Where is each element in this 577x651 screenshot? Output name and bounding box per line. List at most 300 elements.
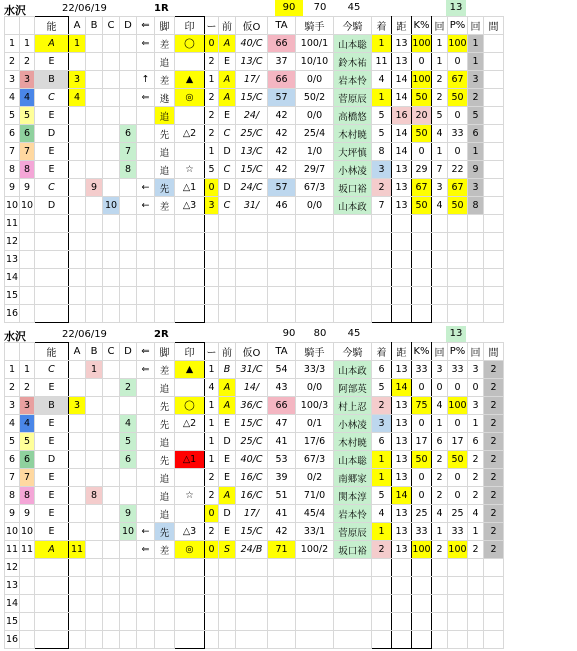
cell-k-count[interactable]: 0 bbox=[432, 379, 448, 397]
cell-dist[interactable] bbox=[392, 631, 412, 649]
cell-col-b[interactable] bbox=[86, 107, 103, 125]
cell-dist[interactable] bbox=[392, 269, 412, 287]
cell-arrow[interactable]: ← bbox=[137, 179, 155, 197]
cell-ability[interactable]: B bbox=[35, 71, 69, 89]
cell-p-count[interactable]: 3 bbox=[468, 361, 484, 379]
cell-col-a[interactable] bbox=[69, 197, 86, 215]
cell-jockey-rate[interactable]: 100/3 bbox=[296, 397, 334, 415]
cell-jockey-rate[interactable]: 0/0 bbox=[296, 379, 334, 397]
cell-mark[interactable]: △2 bbox=[175, 125, 205, 143]
cell-col-b[interactable]: 9 bbox=[86, 179, 103, 197]
cell-karo[interactable] bbox=[236, 631, 268, 649]
cell-k-count[interactable]: 7 bbox=[432, 161, 448, 179]
cell-dist[interactable] bbox=[392, 251, 412, 269]
cell-karo[interactable]: 24/B bbox=[236, 541, 268, 559]
cell-ability[interactable]: E bbox=[35, 433, 69, 451]
cell-row-no[interactable]: 2 bbox=[5, 53, 20, 71]
cell-style[interactable]: 追 bbox=[155, 505, 175, 523]
cell-style[interactable]: 追 bbox=[155, 469, 175, 487]
cell-prev[interactable]: C bbox=[219, 125, 236, 143]
cell-col-d[interactable]: 10 bbox=[120, 523, 137, 541]
cell-k-pct[interactable]: 0 bbox=[412, 53, 432, 71]
cell-ta[interactable] bbox=[268, 559, 296, 577]
cell-interval[interactable] bbox=[484, 215, 504, 233]
cell-prev[interactable]: A bbox=[219, 89, 236, 107]
cell-interval[interactable] bbox=[484, 269, 504, 287]
cell-k-pct[interactable] bbox=[412, 251, 432, 269]
cell-dash[interactable]: 2 bbox=[205, 487, 219, 505]
cell-jockey[interactable]: 菅原辰 bbox=[334, 523, 372, 541]
cell-interval[interactable] bbox=[484, 125, 504, 143]
cell-jockey[interactable] bbox=[334, 305, 372, 323]
cell-jockey[interactable] bbox=[334, 269, 372, 287]
cell-k-count[interactable] bbox=[432, 559, 448, 577]
cell-p-count[interactable] bbox=[468, 613, 484, 631]
cell-ability[interactable]: D bbox=[35, 451, 69, 469]
cell-arrow[interactable] bbox=[137, 305, 155, 323]
cell-col-a[interactable] bbox=[69, 53, 86, 71]
cell-arrow[interactable]: ⇐ bbox=[137, 89, 155, 107]
cell-interval[interactable] bbox=[484, 89, 504, 107]
cell-jockey-rate[interactable]: 67/3 bbox=[296, 179, 334, 197]
cell-finish[interactable] bbox=[372, 559, 392, 577]
cell-gate[interactable]: 7 bbox=[20, 143, 35, 161]
cell-col-d[interactable] bbox=[120, 71, 137, 89]
cell-prev[interactable]: D bbox=[219, 143, 236, 161]
cell-dist[interactable]: 13 bbox=[392, 469, 412, 487]
cell-p-count[interactable]: 2 bbox=[468, 89, 484, 107]
cell-mark[interactable] bbox=[175, 233, 205, 251]
cell-jockey-rate[interactable]: 33/1 bbox=[296, 523, 334, 541]
cell-mark[interactable] bbox=[175, 53, 205, 71]
cell-gate[interactable] bbox=[20, 233, 35, 251]
cell-p-pct[interactable] bbox=[448, 577, 468, 595]
cell-col-c[interactable] bbox=[103, 89, 120, 107]
cell-ta[interactable] bbox=[268, 269, 296, 287]
cell-ta[interactable]: 37 bbox=[268, 53, 296, 71]
cell-gate[interactable] bbox=[20, 613, 35, 631]
cell-k-pct[interactable] bbox=[412, 305, 432, 323]
cell-finish[interactable] bbox=[372, 233, 392, 251]
cell-mark[interactable]: ◎ bbox=[175, 89, 205, 107]
cell-dist[interactable] bbox=[392, 577, 412, 595]
cell-dist[interactable] bbox=[392, 233, 412, 251]
cell-col-a[interactable] bbox=[69, 233, 86, 251]
cell-ta[interactable] bbox=[268, 577, 296, 595]
cell-interval[interactable] bbox=[484, 53, 504, 71]
cell-k-count[interactable] bbox=[432, 233, 448, 251]
cell-arrow[interactable]: ⇐ bbox=[137, 35, 155, 53]
cell-jockey[interactable] bbox=[334, 577, 372, 595]
cell-mark[interactable] bbox=[175, 269, 205, 287]
cell-finish[interactable] bbox=[372, 577, 392, 595]
cell-dash[interactable]: 4 bbox=[205, 379, 219, 397]
cell-dash[interactable]: 1 bbox=[205, 143, 219, 161]
cell-col-a[interactable] bbox=[69, 269, 86, 287]
cell-mark[interactable]: △3 bbox=[175, 523, 205, 541]
cell-jockey[interactable]: 南郷家 bbox=[334, 469, 372, 487]
cell-karo[interactable]: 24/C bbox=[236, 179, 268, 197]
cell-gate[interactable]: 8 bbox=[20, 487, 35, 505]
cell-prev[interactable] bbox=[219, 251, 236, 269]
cell-arrow[interactable] bbox=[137, 397, 155, 415]
cell-ta[interactable]: 71 bbox=[268, 541, 296, 559]
cell-gate[interactable]: 9 bbox=[20, 179, 35, 197]
cell-prev[interactable]: A bbox=[219, 71, 236, 89]
cell-k-count[interactable]: 2 bbox=[432, 71, 448, 89]
cell-p-count[interactable] bbox=[468, 577, 484, 595]
cell-dash[interactable]: 2 bbox=[205, 469, 219, 487]
cell-arrow[interactable] bbox=[137, 595, 155, 613]
cell-finish[interactable]: 2 bbox=[372, 397, 392, 415]
cell-col-c[interactable] bbox=[103, 505, 120, 523]
cell-ability[interactable]: E bbox=[35, 469, 69, 487]
cell-jockey[interactable] bbox=[334, 613, 372, 631]
cell-dist[interactable] bbox=[392, 305, 412, 323]
cell-p-pct[interactable]: 100 bbox=[448, 541, 468, 559]
cell-mark[interactable] bbox=[175, 107, 205, 125]
cell-row-no[interactable]: 8 bbox=[5, 487, 20, 505]
cell-style[interactable] bbox=[155, 559, 175, 577]
cell-dash[interactable]: 2 bbox=[205, 53, 219, 71]
cell-col-c[interactable] bbox=[103, 613, 120, 631]
cell-jockey[interactable]: 小林凌 bbox=[334, 161, 372, 179]
cell-style[interactable]: 差 bbox=[155, 35, 175, 53]
cell-jockey-rate[interactable] bbox=[296, 233, 334, 251]
cell-prev[interactable]: E bbox=[219, 469, 236, 487]
cell-jockey-rate[interactable] bbox=[296, 287, 334, 305]
cell-p-pct[interactable] bbox=[448, 305, 468, 323]
cell-ability[interactable] bbox=[35, 269, 69, 287]
cell-p-count[interactable] bbox=[468, 595, 484, 613]
cell-col-b[interactable] bbox=[86, 415, 103, 433]
cell-prev[interactable] bbox=[219, 215, 236, 233]
cell-jockey-rate[interactable]: 10/10 bbox=[296, 53, 334, 71]
cell-gate[interactable] bbox=[20, 631, 35, 649]
cell-jockey-rate[interactable]: 0/0 bbox=[296, 107, 334, 125]
cell-karo[interactable]: 24/ bbox=[236, 107, 268, 125]
cell-interval[interactable]: 2 bbox=[484, 433, 504, 451]
cell-mark[interactable] bbox=[175, 577, 205, 595]
cell-style[interactable] bbox=[155, 251, 175, 269]
cell-gate[interactable]: 4 bbox=[20, 415, 35, 433]
cell-dash[interactable] bbox=[205, 595, 219, 613]
cell-interval[interactable] bbox=[484, 613, 504, 631]
cell-k-pct[interactable] bbox=[412, 233, 432, 251]
cell-col-b[interactable]: 1 bbox=[86, 361, 103, 379]
cell-style[interactable]: 先 bbox=[155, 451, 175, 469]
cell-ability[interactable] bbox=[35, 305, 69, 323]
cell-row-no[interactable]: 11 bbox=[5, 215, 20, 233]
cell-finish[interactable]: 1 bbox=[372, 451, 392, 469]
cell-karo[interactable] bbox=[236, 559, 268, 577]
cell-dash[interactable] bbox=[205, 215, 219, 233]
cell-col-a[interactable]: 3 bbox=[69, 71, 86, 89]
cell-jockey[interactable]: 岩本怜 bbox=[334, 71, 372, 89]
cell-ability[interactable]: D bbox=[35, 197, 69, 215]
cell-jockey-rate[interactable]: 25/4 bbox=[296, 125, 334, 143]
cell-karo[interactable]: 13/C bbox=[236, 53, 268, 71]
cell-jockey[interactable]: 木村暁 bbox=[334, 433, 372, 451]
cell-dist[interactable] bbox=[392, 215, 412, 233]
cell-karo[interactable]: 16/C bbox=[236, 469, 268, 487]
cell-ta[interactable]: 42 bbox=[268, 523, 296, 541]
cell-arrow[interactable] bbox=[137, 53, 155, 71]
cell-p-pct[interactable]: 0 bbox=[448, 487, 468, 505]
cell-col-d[interactable] bbox=[120, 541, 137, 559]
cell-p-pct[interactable] bbox=[448, 251, 468, 269]
cell-karo[interactable]: 15/C bbox=[236, 415, 268, 433]
cell-dist[interactable]: 13 bbox=[392, 179, 412, 197]
cell-p-count[interactable]: 9 bbox=[468, 161, 484, 179]
cell-row-no[interactable]: 9 bbox=[5, 179, 20, 197]
cell-dist[interactable]: 13 bbox=[392, 541, 412, 559]
cell-p-count[interactable]: 3 bbox=[468, 397, 484, 415]
cell-col-c[interactable]: 10 bbox=[103, 197, 120, 215]
cell-p-count[interactable] bbox=[468, 559, 484, 577]
cell-col-d[interactable]: 7 bbox=[120, 143, 137, 161]
cell-ta[interactable] bbox=[268, 631, 296, 649]
cell-interval[interactable] bbox=[484, 35, 504, 53]
cell-prev[interactable] bbox=[219, 577, 236, 595]
cell-dist[interactable]: 13 bbox=[392, 505, 412, 523]
cell-p-pct[interactable]: 33 bbox=[448, 523, 468, 541]
cell-ta[interactable]: 66 bbox=[268, 71, 296, 89]
cell-arrow[interactable] bbox=[137, 215, 155, 233]
cell-dist[interactable]: 14 bbox=[392, 379, 412, 397]
cell-jockey[interactable]: 阿部英 bbox=[334, 379, 372, 397]
cell-col-a[interactable] bbox=[69, 143, 86, 161]
cell-dist[interactable]: 14 bbox=[392, 89, 412, 107]
cell-p-pct[interactable]: 0 bbox=[448, 415, 468, 433]
cell-k-pct[interactable] bbox=[412, 287, 432, 305]
cell-interval[interactable] bbox=[484, 197, 504, 215]
cell-gate[interactable]: 10 bbox=[20, 197, 35, 215]
cell-finish[interactable]: 5 bbox=[372, 107, 392, 125]
cell-interval[interactable] bbox=[484, 71, 504, 89]
cell-jockey[interactable]: 木村暁 bbox=[334, 125, 372, 143]
cell-p-pct[interactable]: 50 bbox=[448, 197, 468, 215]
cell-col-a[interactable] bbox=[69, 523, 86, 541]
cell-dist[interactable]: 13 bbox=[392, 161, 412, 179]
cell-col-d[interactable] bbox=[120, 469, 137, 487]
cell-ta[interactable]: 54 bbox=[268, 361, 296, 379]
cell-karo[interactable] bbox=[236, 305, 268, 323]
cell-dash[interactable]: 2 bbox=[205, 523, 219, 541]
cell-jockey-rate[interactable] bbox=[296, 577, 334, 595]
cell-jockey-rate[interactable]: 67/3 bbox=[296, 451, 334, 469]
cell-col-c[interactable] bbox=[103, 451, 120, 469]
cell-col-c[interactable] bbox=[103, 361, 120, 379]
cell-ta[interactable]: 57 bbox=[268, 179, 296, 197]
cell-dash[interactable]: 0 bbox=[205, 505, 219, 523]
cell-p-pct[interactable] bbox=[448, 559, 468, 577]
cell-dash[interactable]: 0 bbox=[205, 179, 219, 197]
cell-col-b[interactable] bbox=[86, 215, 103, 233]
cell-ta[interactable]: 41 bbox=[268, 433, 296, 451]
cell-gate[interactable] bbox=[20, 269, 35, 287]
cell-col-a[interactable] bbox=[69, 505, 86, 523]
cell-row-no[interactable]: 5 bbox=[5, 107, 20, 125]
cell-ability[interactable] bbox=[35, 251, 69, 269]
cell-k-count[interactable]: 3 bbox=[432, 179, 448, 197]
cell-jockey[interactable] bbox=[334, 559, 372, 577]
cell-interval[interactable] bbox=[484, 251, 504, 269]
cell-col-b[interactable] bbox=[86, 469, 103, 487]
cell-style[interactable] bbox=[155, 613, 175, 631]
cell-dash[interactable]: 1 bbox=[205, 361, 219, 379]
cell-k-pct[interactable] bbox=[412, 215, 432, 233]
cell-arrow[interactable]: ↑ bbox=[137, 71, 155, 89]
cell-finish[interactable]: 4 bbox=[372, 505, 392, 523]
cell-style[interactable]: 先 bbox=[155, 415, 175, 433]
cell-ta[interactable] bbox=[268, 251, 296, 269]
cell-karo[interactable]: 13/C bbox=[236, 143, 268, 161]
cell-p-pct[interactable]: 100 bbox=[448, 35, 468, 53]
cell-jockey-rate[interactable] bbox=[296, 631, 334, 649]
cell-p-pct[interactable] bbox=[448, 233, 468, 251]
cell-ta[interactable]: 39 bbox=[268, 469, 296, 487]
cell-dash[interactable] bbox=[205, 269, 219, 287]
cell-finish[interactable]: 1 bbox=[372, 89, 392, 107]
cell-prev[interactable]: E bbox=[219, 523, 236, 541]
cell-col-a[interactable]: 3 bbox=[69, 397, 86, 415]
cell-style[interactable]: 追 bbox=[155, 161, 175, 179]
cell-ability[interactable]: C bbox=[35, 179, 69, 197]
cell-arrow[interactable] bbox=[137, 451, 155, 469]
cell-mark[interactable]: △2 bbox=[175, 415, 205, 433]
cell-row-no[interactable]: 10 bbox=[5, 197, 20, 215]
cell-jockey-rate[interactable] bbox=[296, 559, 334, 577]
cell-col-d[interactable] bbox=[120, 361, 137, 379]
cell-gate[interactable] bbox=[20, 559, 35, 577]
cell-col-b[interactable] bbox=[86, 233, 103, 251]
cell-ta[interactable]: 42 bbox=[268, 161, 296, 179]
cell-p-pct[interactable]: 33 bbox=[448, 361, 468, 379]
cell-col-b[interactable] bbox=[86, 397, 103, 415]
cell-row-no[interactable]: 5 bbox=[5, 433, 20, 451]
cell-ta[interactable]: 43 bbox=[268, 379, 296, 397]
cell-style[interactable]: 先 bbox=[155, 125, 175, 143]
cell-col-a[interactable] bbox=[69, 433, 86, 451]
cell-k-count[interactable] bbox=[432, 613, 448, 631]
cell-mark[interactable]: ◯ bbox=[175, 397, 205, 415]
cell-arrow[interactable] bbox=[137, 143, 155, 161]
cell-col-d[interactable]: 9 bbox=[120, 505, 137, 523]
cell-jockey[interactable]: 山本聡 bbox=[334, 451, 372, 469]
cell-col-c[interactable] bbox=[103, 179, 120, 197]
cell-k-pct[interactable]: 0 bbox=[412, 143, 432, 161]
cell-p-count[interactable]: 3 bbox=[468, 179, 484, 197]
cell-style[interactable]: 先 bbox=[155, 179, 175, 197]
cell-p-pct[interactable]: 0 bbox=[448, 53, 468, 71]
cell-mark[interactable]: ☆ bbox=[175, 487, 205, 505]
cell-karo[interactable]: 25/C bbox=[236, 433, 268, 451]
cell-p-pct[interactable] bbox=[448, 215, 468, 233]
cell-p-count[interactable]: 6 bbox=[468, 125, 484, 143]
cell-ta[interactable] bbox=[268, 287, 296, 305]
cell-col-c[interactable] bbox=[103, 469, 120, 487]
cell-prev[interactable]: E bbox=[219, 415, 236, 433]
cell-p-count[interactable]: 1 bbox=[468, 35, 484, 53]
cell-gate[interactable]: 2 bbox=[20, 379, 35, 397]
cell-ability[interactable] bbox=[35, 287, 69, 305]
cell-karo[interactable]: 31/C bbox=[236, 361, 268, 379]
cell-col-b[interactable] bbox=[86, 595, 103, 613]
cell-col-b[interactable] bbox=[86, 631, 103, 649]
cell-prev[interactable]: E bbox=[219, 107, 236, 125]
cell-style[interactable] bbox=[155, 215, 175, 233]
cell-ability[interactable] bbox=[35, 631, 69, 649]
cell-arrow[interactable]: ← bbox=[137, 523, 155, 541]
cell-interval[interactable] bbox=[484, 233, 504, 251]
cell-arrow[interactable] bbox=[137, 559, 155, 577]
cell-col-c[interactable] bbox=[103, 251, 120, 269]
cell-k-pct[interactable]: 29 bbox=[412, 161, 432, 179]
cell-prev[interactable]: D bbox=[219, 179, 236, 197]
cell-col-b[interactable] bbox=[86, 161, 103, 179]
cell-jockey-rate[interactable]: 0/0 bbox=[296, 71, 334, 89]
cell-p-pct[interactable]: 67 bbox=[448, 179, 468, 197]
cell-karo[interactable] bbox=[236, 233, 268, 251]
cell-dist[interactable] bbox=[392, 287, 412, 305]
cell-p-count[interactable]: 2 bbox=[468, 451, 484, 469]
cell-mark[interactable] bbox=[175, 559, 205, 577]
cell-style[interactable]: 追 bbox=[155, 53, 175, 71]
cell-k-count[interactable]: 2 bbox=[432, 541, 448, 559]
cell-col-d[interactable] bbox=[120, 179, 137, 197]
cell-gate[interactable] bbox=[20, 215, 35, 233]
cell-gate[interactable] bbox=[20, 251, 35, 269]
cell-k-count[interactable]: 6 bbox=[432, 433, 448, 451]
cell-ta[interactable]: 53 bbox=[268, 451, 296, 469]
cell-p-count[interactable]: 8 bbox=[468, 197, 484, 215]
cell-gate[interactable]: 8 bbox=[20, 161, 35, 179]
cell-col-c[interactable] bbox=[103, 541, 120, 559]
cell-p-count[interactable]: 1 bbox=[468, 523, 484, 541]
cell-mark[interactable]: ▲ bbox=[175, 361, 205, 379]
cell-col-c[interactable] bbox=[103, 379, 120, 397]
cell-k-count[interactable]: 4 bbox=[432, 197, 448, 215]
cell-k-pct[interactable]: 0 bbox=[412, 487, 432, 505]
cell-row-no[interactable]: 13 bbox=[5, 577, 20, 595]
cell-arrow[interactable] bbox=[137, 379, 155, 397]
cell-k-count[interactable] bbox=[432, 215, 448, 233]
cell-finish[interactable]: 1 bbox=[372, 469, 392, 487]
cell-col-c[interactable] bbox=[103, 287, 120, 305]
cell-p-count[interactable]: 2 bbox=[468, 541, 484, 559]
cell-row-no[interactable]: 6 bbox=[5, 125, 20, 143]
cell-style[interactable]: 追 bbox=[155, 487, 175, 505]
cell-jockey[interactable]: 坂口裕 bbox=[334, 179, 372, 197]
cell-p-count[interactable]: 5 bbox=[468, 107, 484, 125]
cell-interval[interactable] bbox=[484, 305, 504, 323]
cell-finish[interactable] bbox=[372, 305, 392, 323]
cell-jockey-rate[interactable] bbox=[296, 305, 334, 323]
cell-col-d[interactable] bbox=[120, 559, 137, 577]
cell-k-count[interactable]: 1 bbox=[432, 523, 448, 541]
cell-gate[interactable]: 11 bbox=[20, 541, 35, 559]
cell-p-count[interactable]: 1 bbox=[468, 143, 484, 161]
cell-k-pct[interactable] bbox=[412, 631, 432, 649]
cell-col-c[interactable] bbox=[103, 523, 120, 541]
cell-ta[interactable]: 41 bbox=[268, 505, 296, 523]
cell-ability[interactable]: A bbox=[35, 35, 69, 53]
cell-ta[interactable] bbox=[268, 305, 296, 323]
cell-row-no[interactable]: 10 bbox=[5, 523, 20, 541]
cell-jockey[interactable]: 高橋悠 bbox=[334, 107, 372, 125]
cell-mark[interactable]: △3 bbox=[175, 197, 205, 215]
